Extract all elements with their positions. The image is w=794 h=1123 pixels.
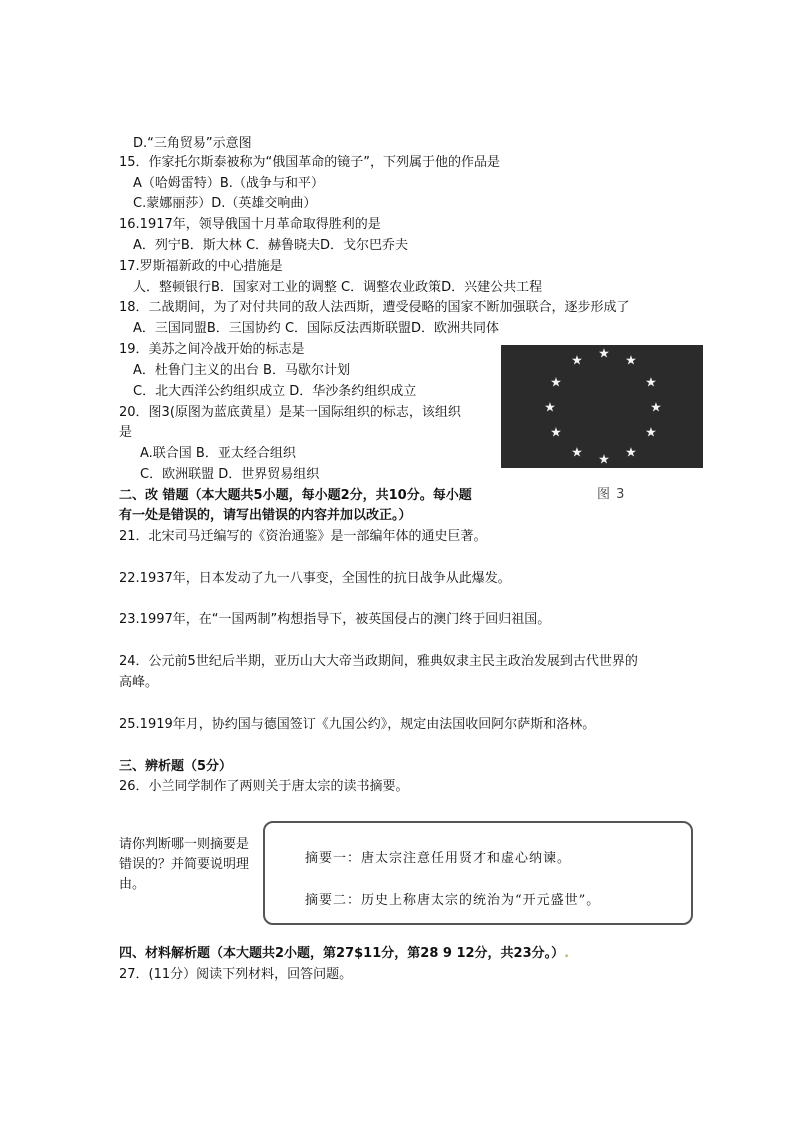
star-icon: ★	[645, 425, 657, 441]
question-22: 22.1937年，日本发动了九一八事变，全国性的抗日战争从此爆发。	[119, 571, 511, 586]
star-icon: ★	[625, 353, 637, 369]
q20-options-cd: C．欧洲联盟 D．世界贸易组织	[140, 467, 320, 482]
figure-caption: 图 3	[597, 487, 626, 502]
summary-one: 摘要一：唐太宗注意任用贤才和虚心纳谏。	[305, 851, 572, 866]
question-15: 15．作家托尔斯泰被称为“俄国革命的镜子”，下列属于他的作品是	[119, 155, 501, 170]
star-icon: ★	[625, 445, 637, 461]
section-4-heading-tail: .	[564, 946, 570, 961]
eu-flag-figure	[501, 345, 703, 468]
section-2-heading: 二、改 错题（本大题共5小题，每小题2分，共10分。每小题	[119, 488, 472, 503]
question-16: 16.1917年，领导俄国十月革命取得胜利的是	[119, 217, 381, 232]
judge-prompt: 请你判断哪一则摘要是错误的？并简要说明理由。	[119, 837, 250, 892]
section-4-heading	[119, 945, 569, 963]
question-19: 19．美苏之间冷战开始的标志是	[119, 342, 305, 357]
q19-options-ab: A．杜鲁门主义的出台 B．马歇尔计划	[133, 363, 350, 378]
section-4-heading-text: 四、材料解析题（本大题共2小题，第27$11分，第28 9 12分，共23分。）	[119, 946, 565, 961]
question-17: 17.罗斯福新政的中心措施是	[119, 259, 283, 274]
question-21: 21．北宋司马迁编写的《资治通鉴》是一部编年体的通史巨著。	[119, 529, 487, 544]
question-26: 26．小兰同学制作了两则关于唐太宗的读书摘要。	[119, 779, 409, 794]
star-icon: ★	[571, 353, 583, 369]
section-3-heading: 三、辨析题（5分）	[119, 759, 233, 774]
star-icon: ★	[550, 375, 562, 391]
q20-options-ab: A.联合国 B．亚太经合组织	[140, 446, 296, 461]
question-27: 27．(11分）阅读下列材料，回答问题。	[119, 967, 353, 982]
star-icon: ★	[598, 452, 610, 468]
reading-summary-box	[263, 821, 693, 925]
q18-options: A．三国同盟B．三国协约 C．国际反法西斯联盟D．欧洲共同体	[133, 321, 500, 336]
star-icon: ★	[571, 445, 583, 461]
option-d-triangle-trade: D.“三角贸易”示意图	[133, 136, 252, 151]
question-24-cont: 高峰。	[119, 675, 159, 690]
q19-options-cd: C．北大西洋公约组织成立 D．华沙条约组织成立	[133, 384, 417, 399]
q15-options-ab: A（哈姆雷特）B.（战争与和平）	[133, 176, 324, 191]
star-icon: ★	[650, 400, 662, 416]
question-25: 25.1919年月，协约国与德国签订《九国公约》，规定由法国收回阿尔萨斯和洛林。	[119, 717, 596, 732]
question-23: 23.1997年，在“一国两制”构想指导下，被英国侵占的澳门终于回归祖国。	[119, 612, 551, 627]
question-20-cont: 是	[119, 425, 133, 440]
question-24: 24．公元前5世纪后半期，亚历山大大帝当政期间，雅典奴隶主民主政治发展到古代世界的	[119, 654, 638, 669]
q16-options: A．列宁B．斯大林 C．赫鲁晓夫D．戈尔巴乔夫	[133, 238, 409, 253]
star-icon: ★	[645, 375, 657, 391]
section-2-instructions: 有一处是错误的，请写出错误的内容并加以改正。）	[119, 508, 412, 523]
q15-options-cd: C.蒙娜丽莎）D.（英雄交响曲）	[133, 196, 317, 211]
star-icon: ★	[544, 400, 556, 416]
question-20: 20．图3(原图为蓝底黄星）是某一国际组织的标志，该组织	[119, 405, 461, 420]
star-icon: ★	[550, 425, 562, 441]
q17-options: 人．整顿银行B．国家对工业的调整 C．调整农业政策D．兴建公共工程	[133, 280, 543, 295]
star-icon: ★	[598, 346, 610, 362]
question-18: 18．二战期间，为了对付共同的敌人法西斯，遭受侵略的国家不断加强联合，逐步形成了	[119, 300, 630, 315]
summary-two: 摘要二：历史上称唐太宗的统治为“开元盛世”。	[305, 893, 601, 908]
